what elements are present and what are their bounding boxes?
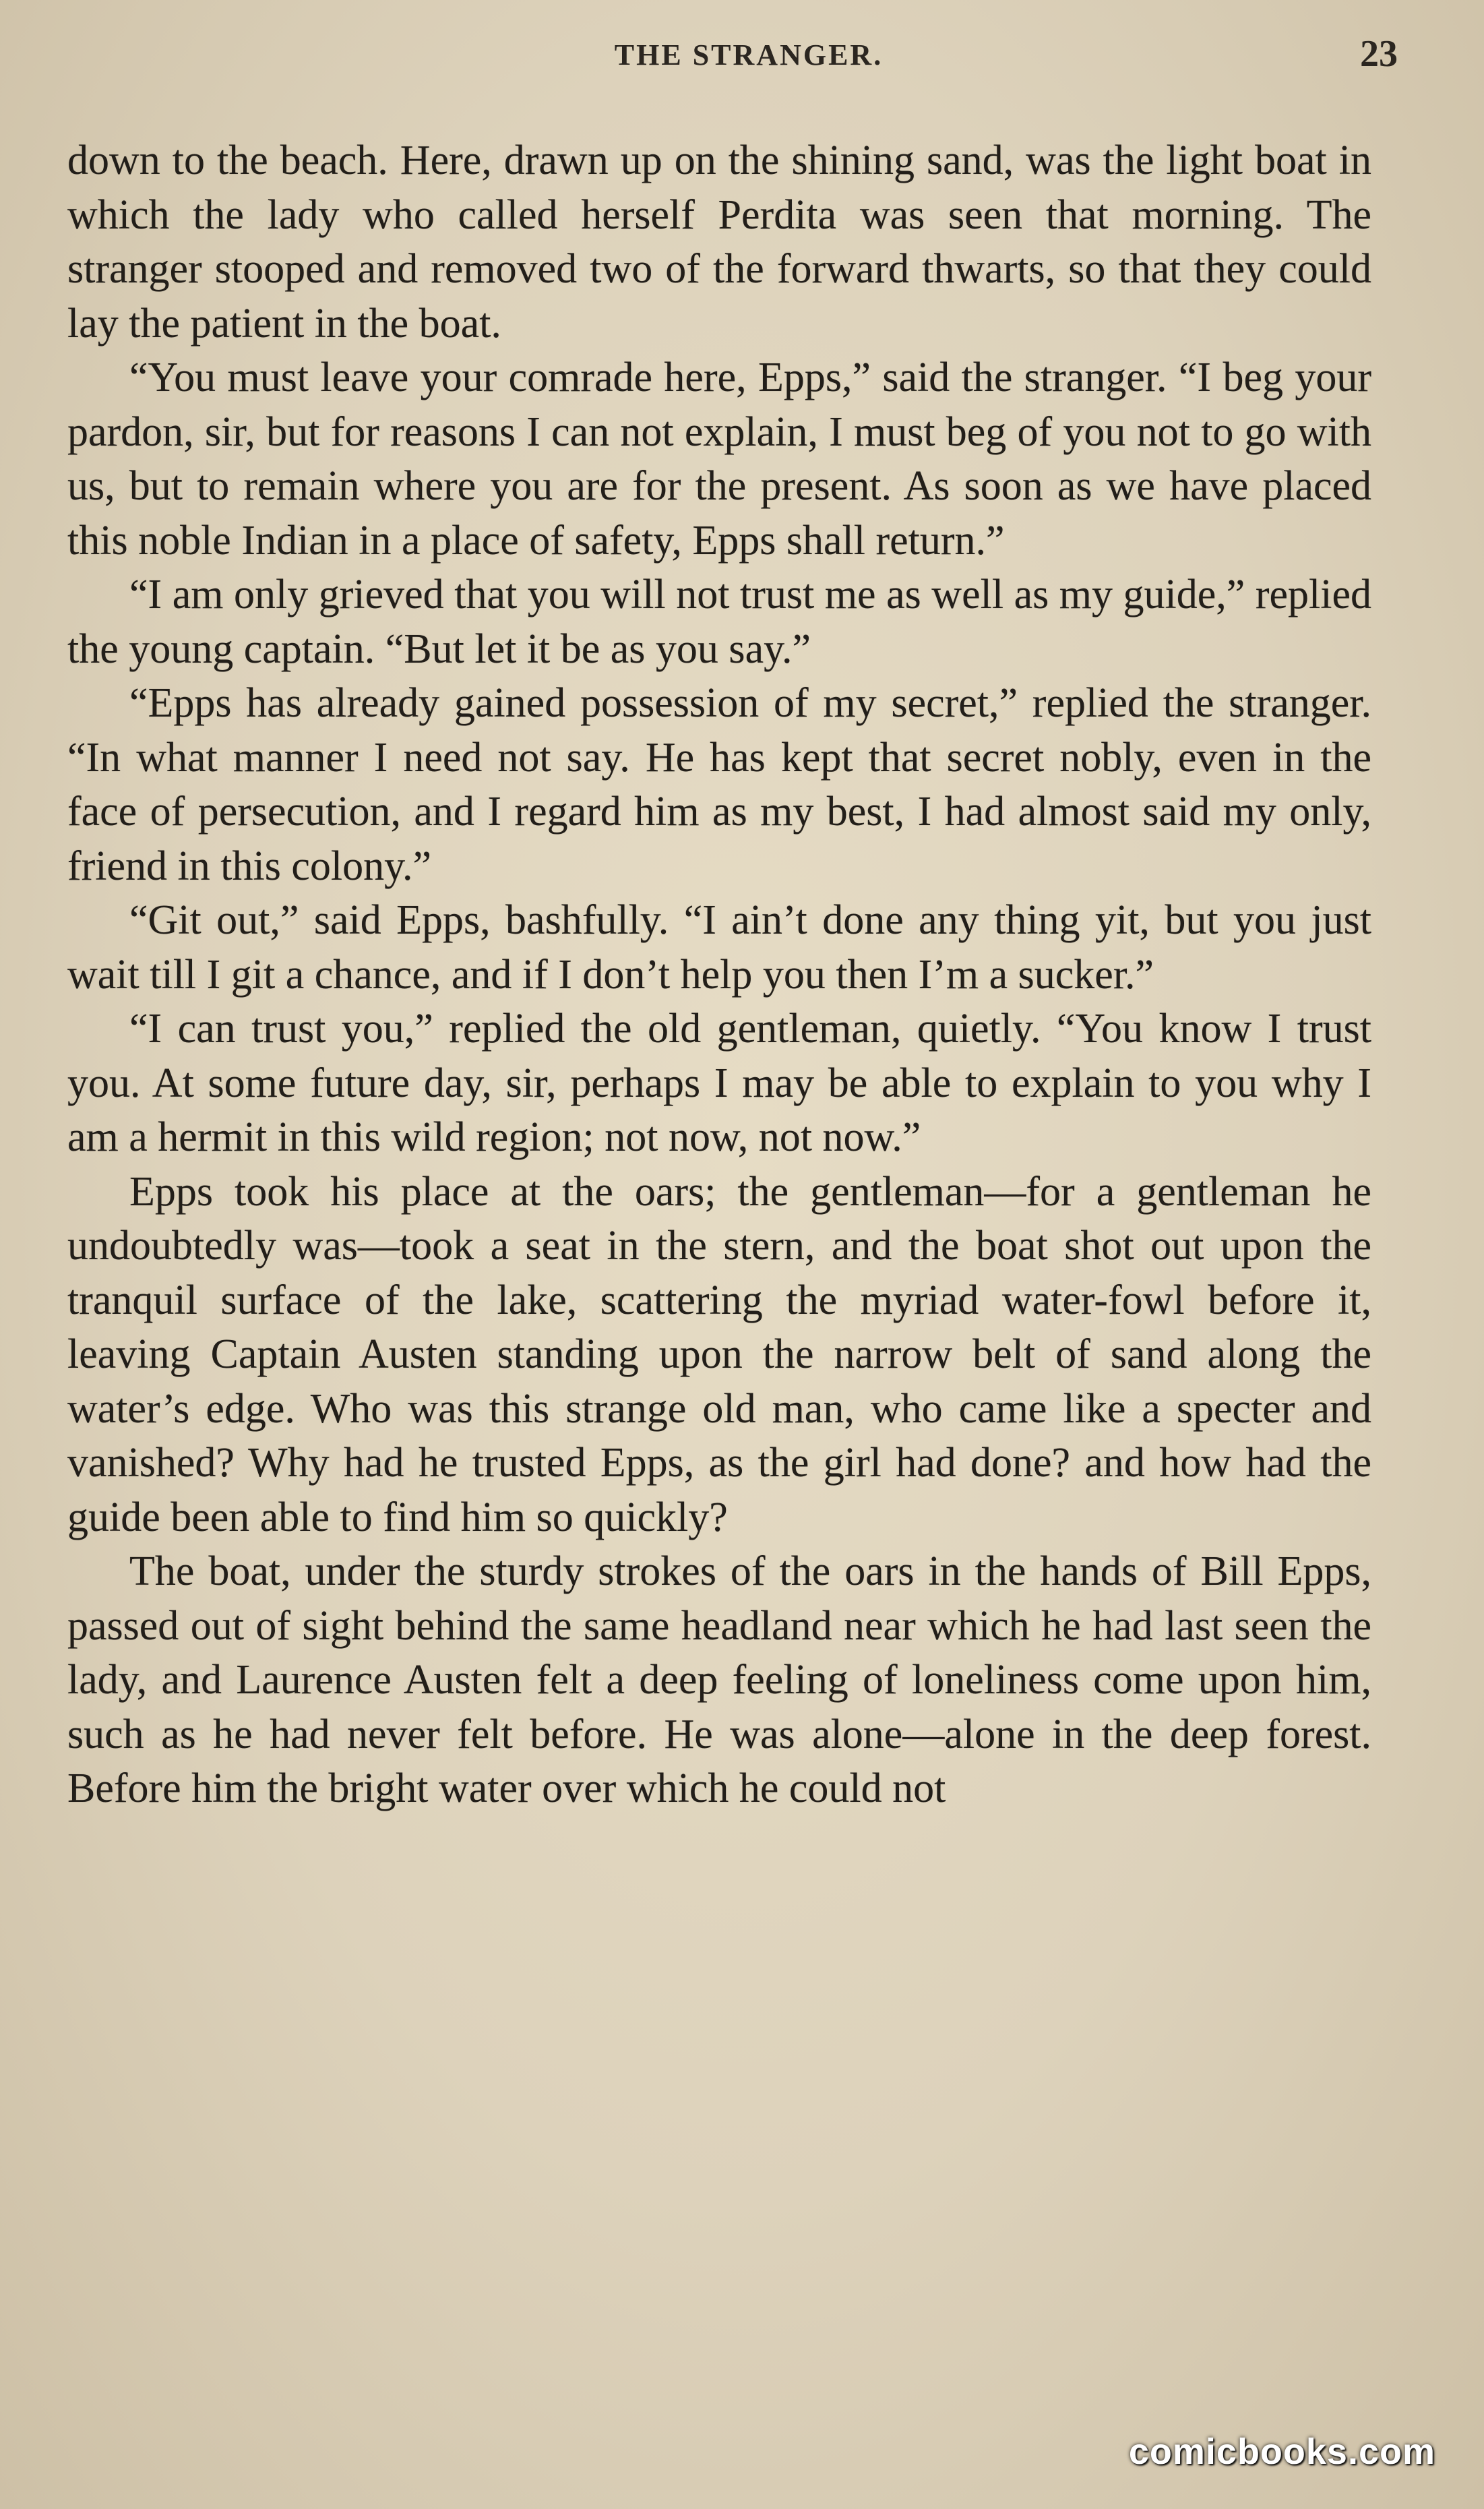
paragraph-2: “You must leave your comrade here, Epps,” said the stranger. “I beg your pardon, sir, but for reasons I can not explain, I must beg of you not to go with us, but to remain where you are for the present. As soon as we have placed this noble Indian in a place of safety, Epps shall return.” <box>67 355 1371 564</box>
page-number: 23 <box>1360 33 1398 75</box>
paragraph-8: The boat, under the sturdy strokes of the oars in the hands of Bill Epps, passed out of sight behind the same headland near which he had last seen the lady, and Laurence Austen felt a deep feeling of loneliness come upon him, such as he had never felt before. He was alone—alone in the deep forest. Before him the bright water over which he could not <box>67 1548 1371 1811</box>
body-text <box>67 133 1371 1816</box>
paragraph-5: “Git out,” said Epps, bashfully. “I ain’t done any thing yit, but you just wait till I git a chance, and if I don’t help you then I’m a sucker.” <box>67 897 1371 998</box>
site-watermark: comicbooks.com <box>1128 2431 1435 2472</box>
paragraph-3: “I am only grieved that you will not trust me as well as my guide,” replied the young captain. “But let it be as you say.” <box>67 572 1371 672</box>
running-head <box>67 32 1430 86</box>
paragraph-6: “I can trust you,” replied the old gentleman, quietly. “You know I trust you. At some future day, sir, perhaps I may be able to explain to you why I am a hermit in this wild region; not now, not now.” <box>67 1006 1371 1160</box>
paragraph-1: down to the beach. Here, drawn up on the shining sand, was the light boat in which the lady who called herself Perdita was seen that morning. The stranger stooped and removed two of the forward thwarts, so that they could lay the patient in the boat. <box>67 138 1371 346</box>
paragraph-7: Epps took his place at the oars; the gentleman—for a gentleman he undoubtedly was—took a seat in the stern, and the boat shot out upon the tranquil surface of the lake, scattering the myriad water-fowl before it, leaving Captain Austen standing upon the narrow belt of sand along the water’s edge. Who was this strange old man, who came like a specter and vanished? Why had he trusted Epps, as the girl had done? and how had the guide been able to find him so quickly? <box>67 1168 1371 1540</box>
paragraph-4: “Epps has already gained possession of my secret,” replied the stranger. “In what manner I need not say. He has kept that secret nobly, even in the face of persecution, and I regard him as my best, I had almost said my only, friend in this colony.” <box>67 680 1371 889</box>
running-title: THE STRANGER. <box>614 38 884 71</box>
